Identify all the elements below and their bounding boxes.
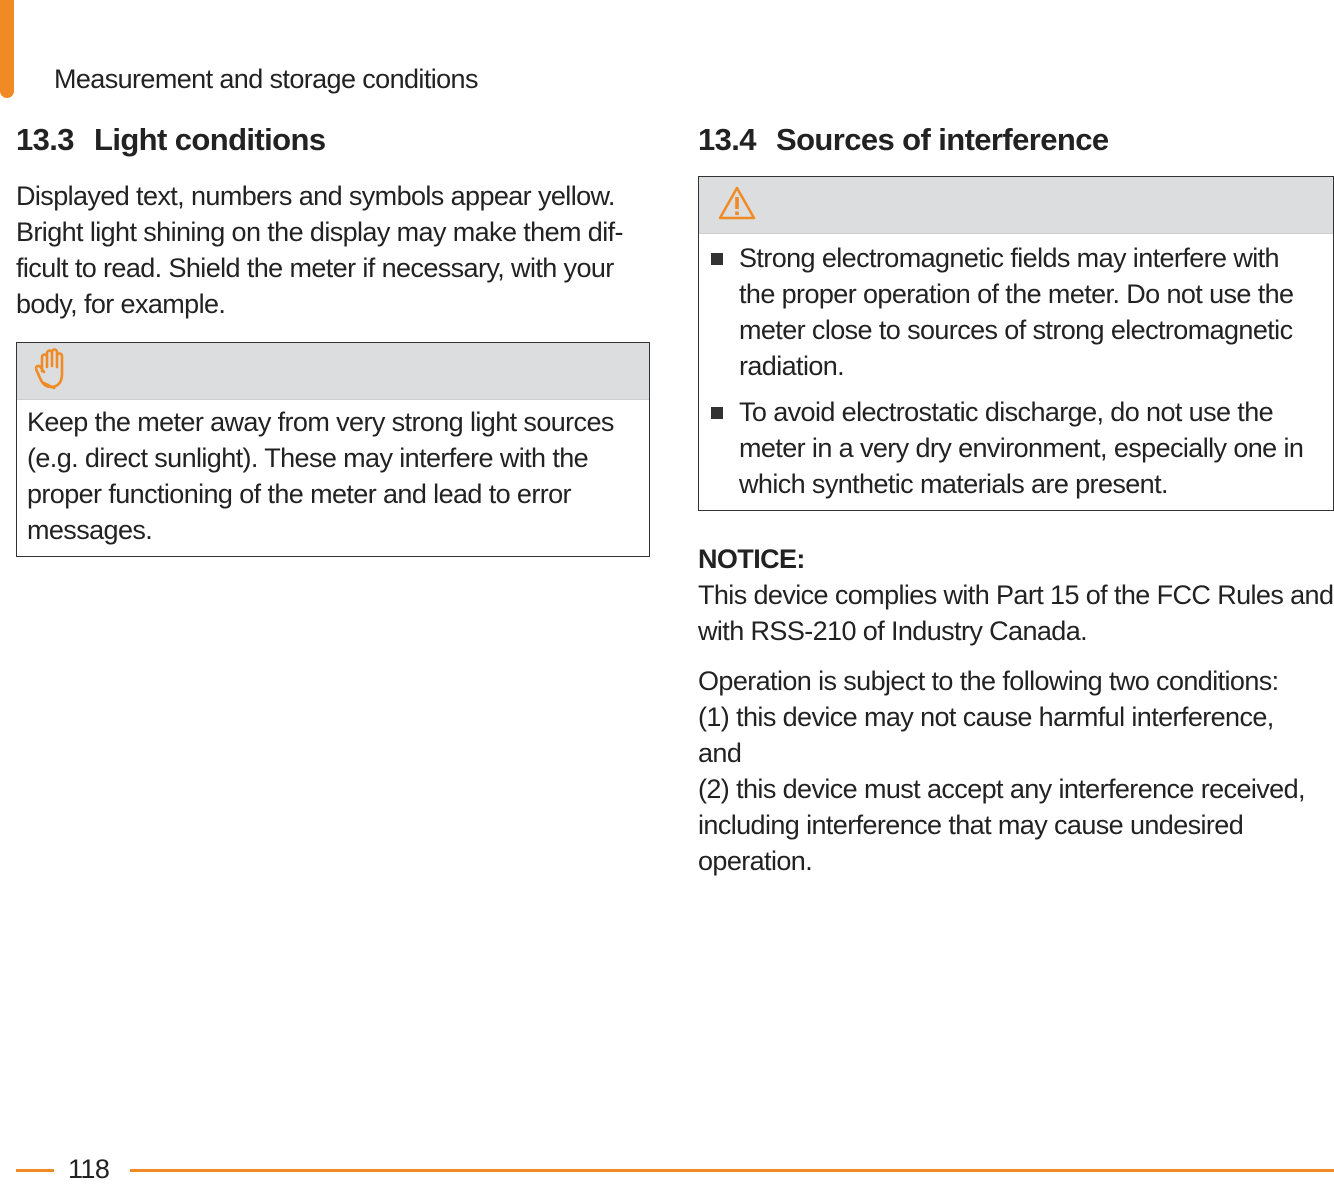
- warning-line: To avoid electrostatic discharge, do not use the: [739, 397, 1274, 427]
- note-line: messages.: [27, 515, 153, 545]
- operation-line: operation.: [698, 846, 813, 876]
- section-title: Light conditions: [94, 122, 326, 157]
- paragraph-line: body, for example.: [16, 289, 226, 319]
- header-accent-bar: [0, 0, 14, 98]
- operation-line: Operation is subject to the following two conditions:: [698, 666, 1279, 696]
- warning-line: meter in a very dry environment, especially one in: [739, 433, 1304, 463]
- section-heading-sources-of-interference: [698, 118, 1334, 162]
- operation-line: and: [698, 738, 742, 768]
- warning-item: [709, 240, 1323, 384]
- note-line: (e.g. direct sunlight). These may interfere with the: [27, 443, 589, 473]
- page-number: 118: [68, 1154, 110, 1184]
- warning-box: [698, 176, 1334, 511]
- notice-line: This device complies with Part 15 of the FCC Rules and: [698, 580, 1334, 610]
- warning-line: which synthetic materials are present.: [739, 469, 1168, 499]
- warning-list: [699, 234, 1333, 510]
- note-box: [16, 342, 650, 557]
- light-conditions-paragraph: [16, 178, 650, 322]
- page-footer: [0, 1148, 1334, 1188]
- paragraph-line: Bright light shining on the display may make them dif-: [16, 217, 623, 247]
- warning-line: the proper operation of the meter. Do not use the: [739, 279, 1294, 309]
- section-title: Sources of interference: [776, 122, 1109, 157]
- notice-paragraph: [698, 577, 1334, 649]
- section-number: 13.3: [16, 122, 74, 157]
- note-box-body: [17, 400, 649, 556]
- square-bullet-icon: [711, 407, 723, 419]
- warning-item: [709, 394, 1323, 502]
- footer-rule-left: [16, 1169, 54, 1172]
- footer-rule-right: [130, 1169, 1334, 1172]
- warning-line: radiation.: [739, 351, 845, 381]
- paragraph-line: Displayed text, numbers and symbols appear yellow.: [16, 181, 615, 211]
- notice-line: with RSS-210 of Industry Canada.: [698, 616, 1088, 646]
- right-column: [698, 118, 1334, 879]
- notice-label: NOTICE:: [698, 544, 805, 574]
- operation-line: (1) this device may not cause harmful interference,: [698, 702, 1274, 732]
- note-line: proper functioning of the meter and lead to error: [27, 479, 571, 509]
- operation-line: (2) this device must accept any interference received,: [698, 774, 1305, 804]
- running-header: Measurement and storage conditions: [54, 64, 478, 94]
- left-column: [16, 118, 650, 557]
- warning-box-header: [699, 177, 1333, 234]
- note-line: Keep the meter away from very strong light sources: [27, 407, 614, 437]
- square-bullet-icon: [711, 253, 723, 265]
- warning-line: Strong electromagnetic fields may interfere with: [739, 243, 1279, 273]
- operation-line: including interference that may cause undesired: [698, 810, 1244, 840]
- operation-paragraph: [698, 663, 1334, 879]
- warning-triangle-icon: [717, 185, 757, 226]
- section-heading-light-conditions: [16, 118, 650, 162]
- paragraph-line: ficult to read. Shield the meter if necessary, with your: [16, 253, 614, 283]
- note-box-header: [17, 343, 649, 400]
- hand-icon: [35, 347, 69, 396]
- warning-line: meter close to sources of strong electromagnetic: [739, 315, 1293, 345]
- section-number: 13.4: [698, 122, 756, 157]
